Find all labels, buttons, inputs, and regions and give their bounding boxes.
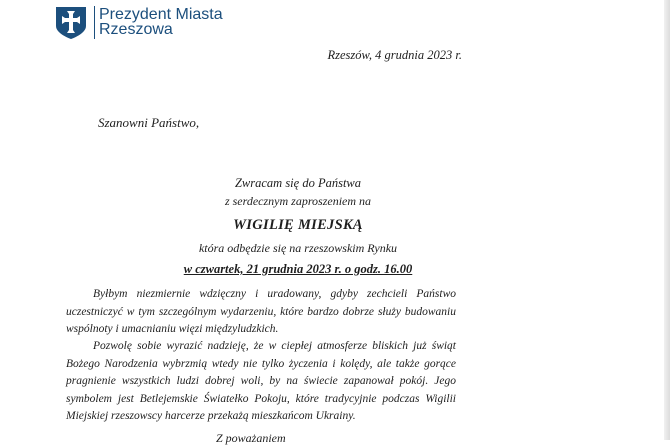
event-location: która odbędzie się na rzeszowskim Rynku (198, 241, 398, 255)
city-emblem-icon (55, 6, 87, 40)
logo-divider (94, 6, 95, 39)
event-datetime: w czwartek, 21 grudnia 2023 r. o godz. 16.00 (183, 262, 413, 276)
letter-date: Rzeszów, 4 grudnia 2023 r. (327, 48, 462, 62)
invitation-line-2: z serdecznym zaproszeniem na (224, 194, 372, 208)
logo-title-line1: Prezydent Miasta (99, 6, 223, 23)
invitation-line-1: Zwracam się do Państwa (234, 176, 362, 190)
body-paragraph-1: Byłbym niezmiernie wdzięczny i uradowany, gdyby zechcieli Państwo uczestniczyć w tym szczególnym wydarzeniu, które bardzo dobrze służy budowaniu wspólnoty i umacnianiu więzi międzyludzkich. (66, 288, 456, 335)
paper-edge (664, 0, 670, 440)
logo-title-line2: Rzeszowa (99, 21, 173, 38)
body-paragraph-2: Pozwolę sobie wyrazić nadzieję, że w ciepłej atmosferze bliskich już świąt Bożego Narodzenia wybrzmią wtedy nie tylko życzenia i kolędy, ale także gorące pragnienie wszystkich ludzi dobrej woli, by na świecie zapanował pokój. Jego symbolem jest Betlejemskie Światełko Pokoju, które tradycyjnie podczas Wigilii Miejskiej rzeszowscy harcerze przekażą mieszkańcom Ukrainy. (66, 340, 456, 422)
letter-greeting: Szanowni Państwo, (98, 115, 200, 130)
event-title: WIGILIĘ MIEJSKĄ (233, 217, 363, 233)
letter-closing: Z poważaniem (216, 431, 286, 445)
